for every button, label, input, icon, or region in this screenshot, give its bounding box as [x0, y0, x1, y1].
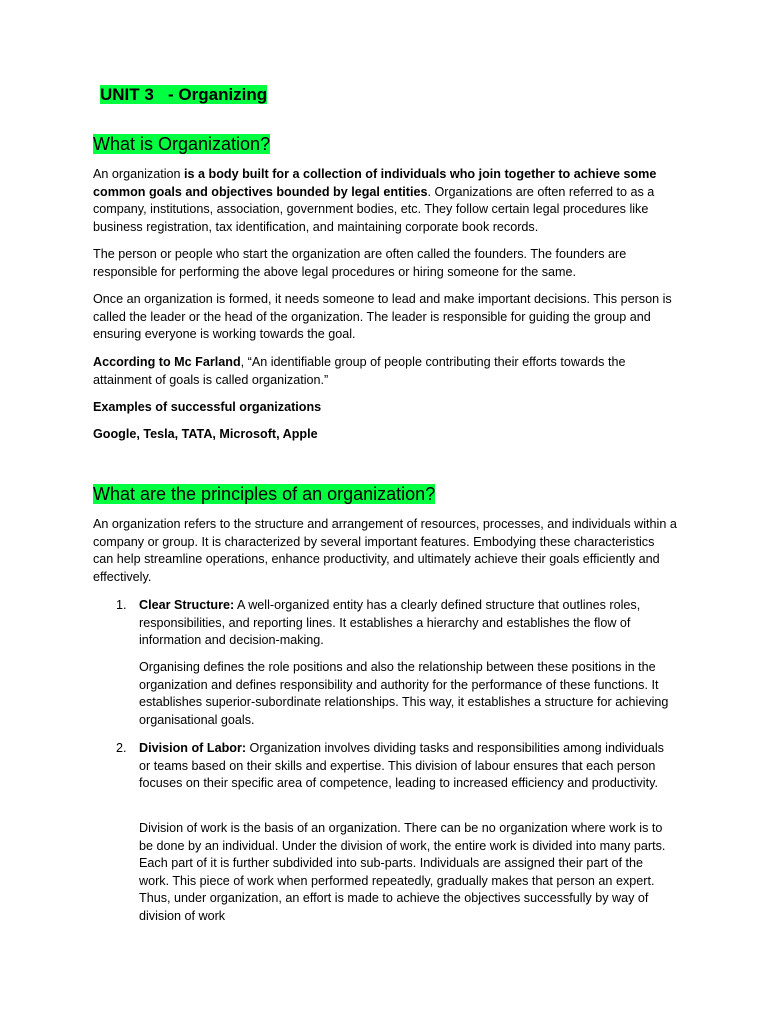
definition-bold: is a body built for a collection of individuals who join together to achieve some common goals and objectives bounded by legal entities [93, 167, 657, 199]
examples-heading-text: Examples of successful organizations [93, 400, 322, 414]
list-item-text: A well-organized entity has a clearly defined structure that outlines roles, responsibilities, and reporting lines. It establishes a hierarchy and establishes the flow of information and decision-making. [139, 598, 641, 648]
list-item-title: Division of Labor: [139, 741, 247, 755]
leader-paragraph: Once an organization is formed, it needs someone to lead and make important decisions. This person is called the leader or the head of the organization. The leader is responsible for guiding the group and ensuring everyone is working towards the goal. [93, 292, 672, 342]
section-heading-text: What are the principles of an organization? [93, 484, 436, 504]
quote-text: , “An identifiable group of people contributing their efforts towards the attainment of goals is called organization.” [93, 355, 626, 387]
definition-paragraph [93, 166, 678, 236]
list-item-title: Clear Structure: [139, 598, 235, 612]
definition-rest: . Organizations are often referred to as a company, institutions, association, government bodies, etc. They follow certain legal procedures like business registration, tax identification, and maintaining corporate book records. [93, 184, 655, 234]
founders-paragraph: The person or people who start the organization are often called the founders. The founders are responsible for performing the above legal procedures or hiring someone for the same. [93, 247, 627, 279]
list-item-extra-paragraph: Division of work is the basis of an organization. There can be no organization where work is to be done by an individual. Under the division of work, the entire work is divided into many parts. Each part of it is further subdivided into sub-parts. Individuals are assigned their part of the work. This piece of work when performed repeatedly, gradually makes that person an expert. Thus, under organization, an effort is made to achieve the objectives successfully by way of division of work [139, 821, 666, 923]
examples-heading [93, 399, 678, 417]
principles-intro: An organization refers to the structure and arrangement of resources, processes, and individuals within a company or group. It is characterized by several important features. Embodying these characteristics can help streamline operations, enhance productivity, and ultimately achieve their goals efficiently and effectively. [93, 517, 677, 584]
section-heading-text: What is Organization? [93, 134, 271, 154]
list-item-text: Organization involves dividing tasks and responsibilities among individuals or teams based on their skills and expertise. This division of labour ensures that each person focuses on their specific area of competence, leading to increased efficiency and productivity. [139, 741, 664, 791]
examples-text: Google, Tesla, TATA, Microsoft, Apple [93, 427, 318, 441]
examples-list [93, 426, 678, 444]
quote-author: According to Mc Farland [93, 355, 241, 369]
section-heading-principles [93, 482, 435, 506]
list-item-number: 2. [116, 741, 127, 755]
unit-title [100, 84, 267, 106]
list-item-clear-structure [139, 597, 674, 650]
definition-intro: An organization [93, 167, 185, 181]
unit-title-text: UNIT 3 - Organizing [100, 85, 268, 104]
section-heading-what-is-organization [93, 132, 270, 156]
list-item-number: 1. [116, 598, 127, 612]
list-item-division-of-labor [139, 740, 674, 793]
mcfarland-quote [93, 354, 678, 389]
list-item-extra-paragraph: Organising defines the role positions and also the relationship between these positions in the organization and defines responsibility and authority for the performance of these functions. It establishes superior-subordinate relationships. This way, it establishes a structure for achieving organisational goals. [139, 660, 669, 727]
